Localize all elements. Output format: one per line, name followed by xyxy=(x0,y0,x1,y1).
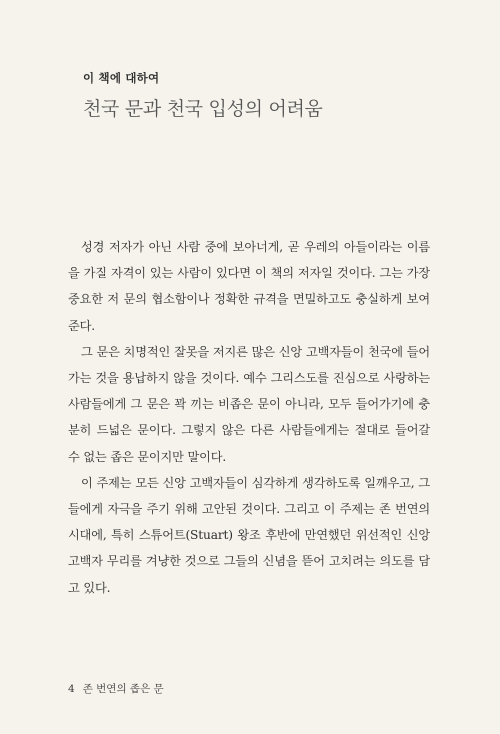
paragraph: 성경 저자가 아닌 사람 중에 보아너게, 곧 우레의 아들이라는 이름을 가질 자격이 있는 사람이 있다면 이 책의 저자일 것이다. 그는 가장 중요한 저 문의 협소함이나 정확한 규격을 면밀하고도 충실하게 보여 준다. xyxy=(68,240,430,333)
body-text xyxy=(68,234,430,601)
page-footer xyxy=(68,681,164,696)
paragraph: 이 주제는 모든 신앙 고백자들이 심각하게 생각하도록 일깨우고, 그들에게 자극을 주기 위해 고안된 것이다. 그리고 이 주제는 존 번연의 시대에, 특히 스튜어트(Stuart) 왕조 후반에 만연했던 위선적인 신앙 고백자 무리를 겨냥한 것으로 그들의 신념을 뜯어 고치려는 의도를 담고 있다. xyxy=(68,475,430,595)
page-title: 천국 문과 천국 입성의 어려움 xyxy=(83,98,323,120)
page-number: 4 xyxy=(68,683,75,695)
paragraph: 그 문은 치명적인 잘못을 저지른 많은 신앙 고백자들이 천국에 들어가는 것을 용납하지 않을 것이다. 예수 그리스도를 진심으로 사랑하는 사람들에게 그 문은 꽉 끼는 비좁은 문이 아니라, 모두 들어가기에 충분히 드넓은 문이다. 그렇지 않은 다른 사람들에게는 절대로 들어갈 수 없는 좁은 문이지만 말이다. xyxy=(68,344,430,464)
running-title: 존 번연의 좁은 문 xyxy=(82,683,164,695)
section-label: 이 책에 대하여 xyxy=(83,71,160,85)
